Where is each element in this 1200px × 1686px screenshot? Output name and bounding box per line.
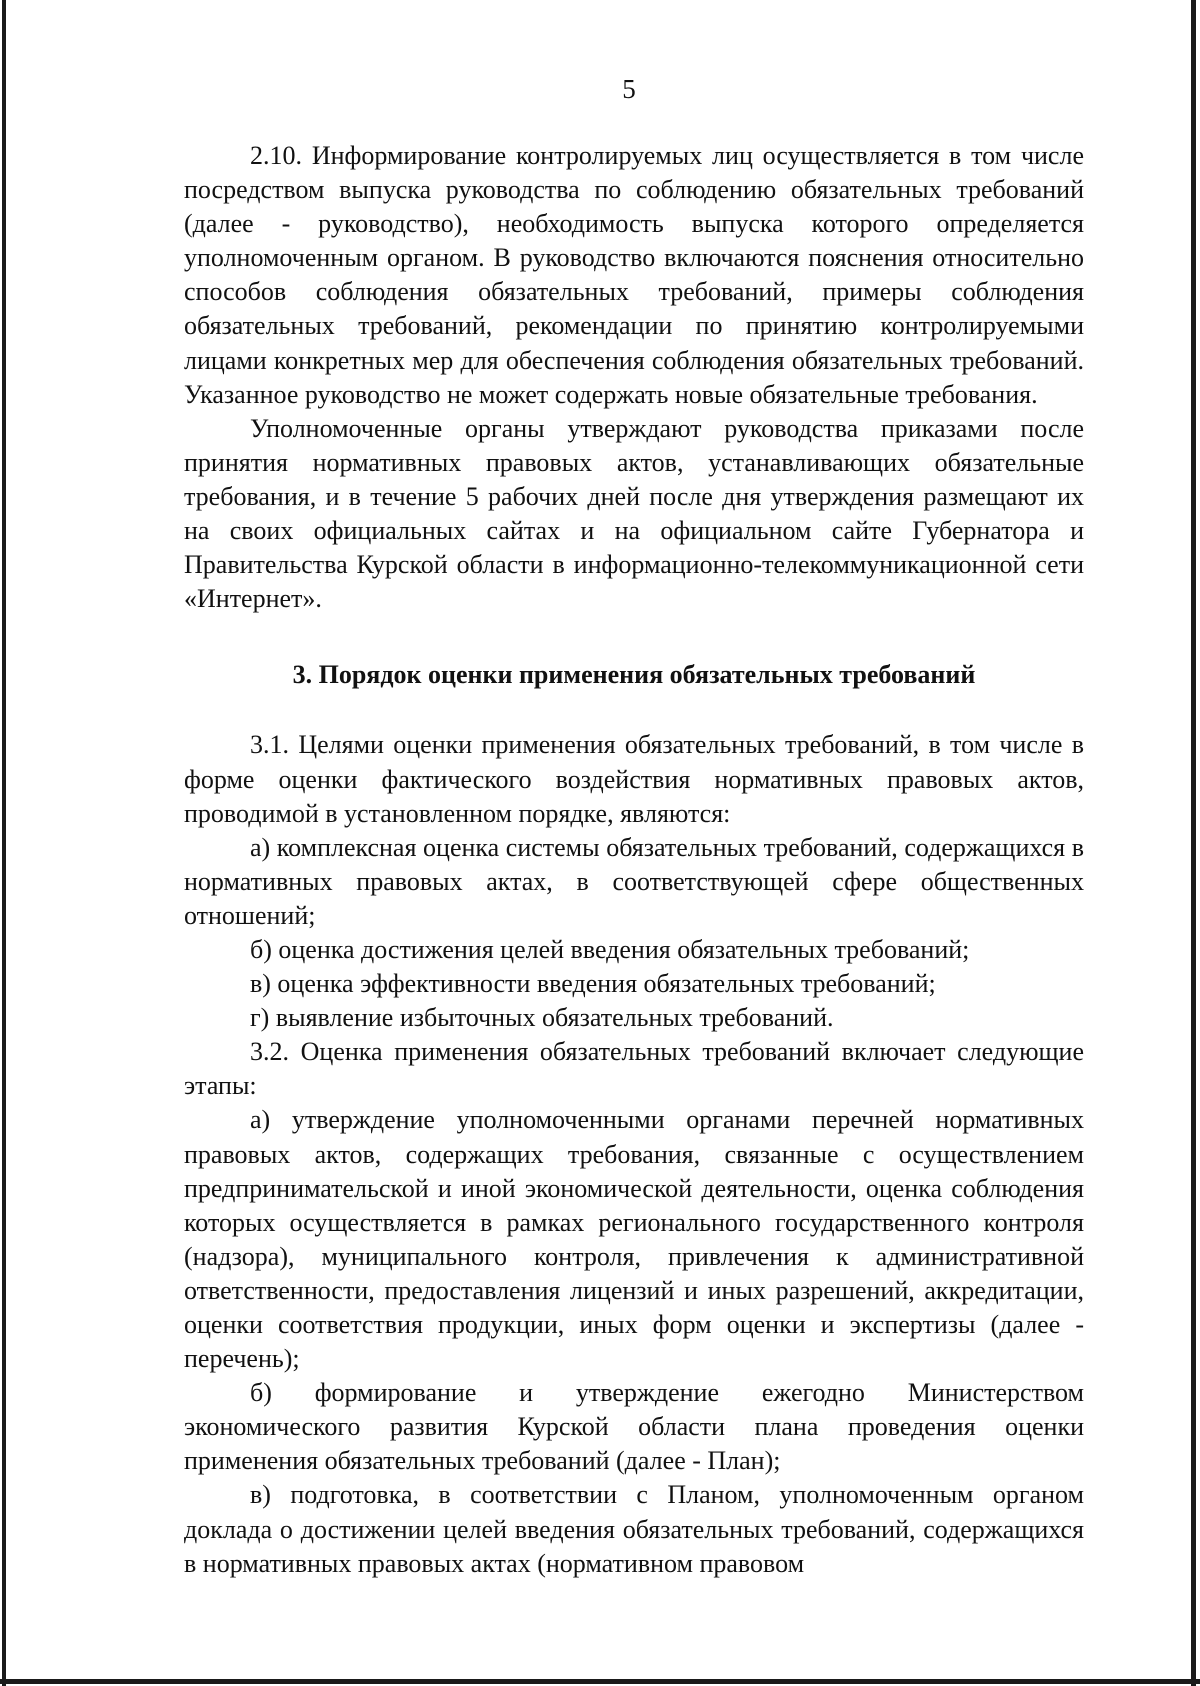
paragraph-3-1-a: а) комплексная оценка системы обязательных требований, содержащихся в нормативных правовых актах, в соответствующей сфере общественных отношений;	[184, 832, 1084, 930]
paragraph-3-2-a: а) утверждение уполномоченными органами перечней нормативных правовых актов, содержащих требования, связанные с осуществлением предпринимательской и иной экономической деятельности, оценка соблюдения которых осуществляется в рамках регионального государственного контроля (надзора), муниципального контроля, привлечения к административной ответственности, предоставления лицензий и иных разрешений, аккредитации, оценки соответствия продукции, иных форм оценки и экспертизы (далее - перечень);	[184, 1105, 1084, 1374]
paragraph-3-2-b: б) формирование и утверждение ежегодно Министерством экономического развития Курской области плана проведения оценки применения обязательных требований (далее - План);	[184, 1378, 1084, 1476]
scan-edge-left	[2, 0, 6, 1686]
paragraph-3-1-v: в) оценка эффективности введения обязательных требований;	[250, 969, 936, 999]
paragraph-3-2-v: в) подготовка, в соответствии с Планом, уполномоченным органом доклада о достижении целей введения обязательных требований, содержащихся в нормативных правовых актах (нормативном правовом	[184, 1480, 1084, 1578]
section-3-title: 3. Порядок оценки применения обязательных требований	[292, 660, 976, 690]
page-number: 5	[622, 74, 636, 104]
paragraph-guidance-approval: Уполномоченные органы утверждают руководства приказами после принятия нормативных правовых актов, устанавливающих обязательные требования, и в течение 5 рабочих дней после дня утверждения размещают их на своих официальных сайтах и на официальном сайте Губернатора и Правительства Курской области в информационно-телекоммуникационной сети «Интернет».	[184, 413, 1084, 614]
paragraph-3-1-g: г) выявление избыточных обязательных требований.	[250, 1003, 834, 1033]
scan-edge-bottom	[0, 1679, 1200, 1684]
paragraph-3-2: 3.2. Оценка применения обязательных требований включает следующие этапы:	[184, 1037, 1084, 1101]
paragraph-3-1: 3.1. Целями оценки применения обязательных требований, в том числе в форме оценки фактического воздействия нормативных правовых актов, проводимой в установленном порядке, являются:	[184, 730, 1084, 828]
paragraph-3-1-b: б) оценка достижения целей введения обязательных требований;	[250, 934, 970, 964]
scan-edge-right	[1191, 0, 1196, 1686]
document-body	[184, 139, 1084, 1581]
paragraph-2-10: 2.10. Информирование контролируемых лиц осуществляется в том числе посредством выпуска руководства по соблюдению обязательных требований (далее - руководство), необходимость выпуска которого определяется уполномоченным органом. В руководство включаются пояснения относительно способов соблюдения обязательных требований, примеры соблюдения обязательных требований, рекомендации по принятию контролируемыми лицами конкретных мер для обеспечения соблюдения обязательных требований. Указанное руководство не может содержать новые обязательные требования.	[184, 141, 1084, 409]
